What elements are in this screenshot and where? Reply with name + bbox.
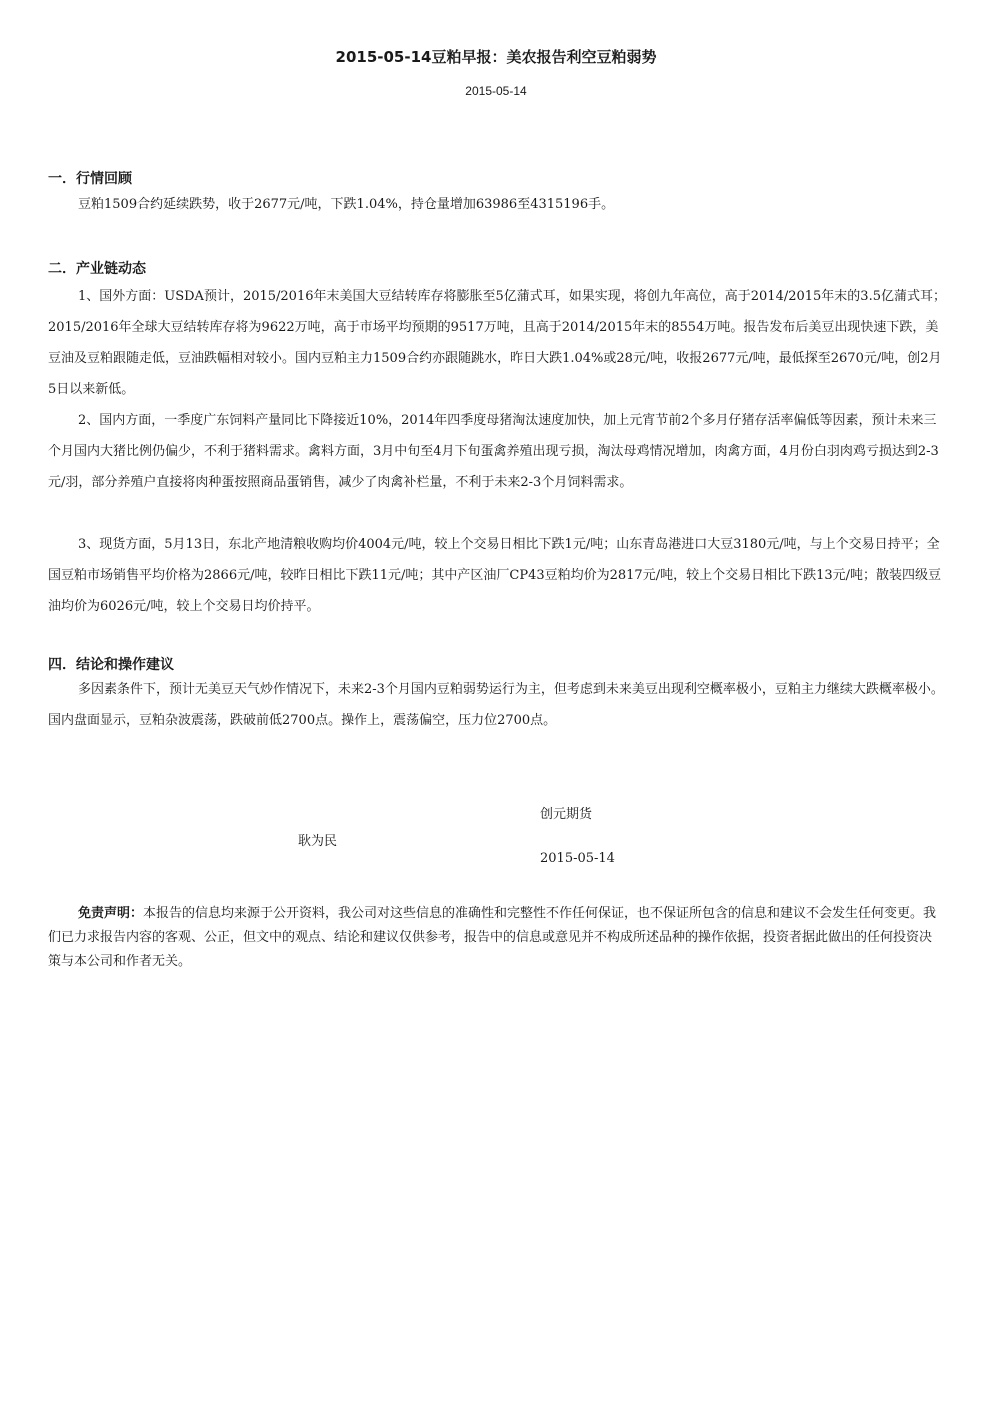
disclaimer [48,902,944,974]
section-heading-industry-chain: 二．产业链动态 [48,261,146,277]
signature-date: 2015-05-14 [540,851,615,866]
conclusion-paragraph: 多因素条件下，预计无美豆天气炒作情况下，未来2-3个月国内豆粕弱势运行为主，但考虑到未来美豆出现利空概率极小，豆粕主力继续大跌概率极小。国内盘面显示，豆粕杂波震荡，跌破前低2700点。操作上，震荡偏空，压力位2700点。 [48,682,944,728]
report-title: 2015-05-14豆粕早报：美农报告利空豆粕弱势 [335,48,657,66]
industry-chain-paragraph-overseas: 1、国外方面：USDA预计，2015/2016年末美国大豆结转库存将膨胀至5亿蒲式耳，如果实现，将创九年高位，高于2014/2015年末的3.5亿蒲式耳；2015/2016年全球大豆结转库存将为9622万吨，高于市场平均预期的9517万吨，且高于2014/2015年末的8554万吨。报告发布后美豆出现快速下跌，美豆油及豆粕跟随走低，豆油跌幅相对较小。国内豆粕主力1509合约亦跟随跳水，昨日大跌1.04%或28元/吨，收报2677元/吨，最低探至2670元/吨，创2月5日以来新低。 [48,289,946,397]
section-heading-market-review: 一．行情回顾 [48,171,132,187]
industry-chain-paragraph-spot: 3、现货方面，5月13日，东北产地清粮收购均价4004元/吨，较上个交易日相比下跌1元/吨；山东青岛港进口大豆3180元/吨，与上个交易日持平；全国豆粕市场销售平均价格为2866元/吨，较昨日相比下跌11元/吨；其中产区油厂CP43豆粕均价为2817元/吨，较上个交易日相比下跌13元/吨；散装四级豆油均价为6026元/吨，较上个交易日均价持平。 [48,537,942,614]
section-heading-conclusion: 四．结论和操作建议 [48,657,174,673]
signature-company: 创元期货 [540,807,593,822]
industry-chain-paragraph-domestic: 2、国内方面，一季度广东饲料产量同比下降接近10%，2014年四季度母猪淘汰速度加快，加上元宵节前2个多月仔猪存活率偏低等因素，预计未来三个月国内大猪比例仍偏少，不利于猪料需求。禽料方面，3月中旬至4月下旬蛋禽养殖出现亏损，淘汰母鸡情况增加，肉禽方面，4月份白羽肉鸡亏损达到2-3元/羽，部分养殖户直接将肉种蛋按照商品蛋销售，减少了肉禽补栏量，不利于未来2-3个月饲料需求。 [48,413,939,490]
signature-author: 耿为民 [298,834,338,849]
disclaimer-label: 免责声明： [78,906,144,921]
report-date: 2015-05-14 [465,84,527,98]
market-review-paragraph: 豆粕1509合约延续跌势，收于2677元/吨，下跌1.04%，持仓量增加63986至4315196手。 [78,197,615,212]
disclaimer-text: 本报告的信息均来源于公开资料，我公司对这些信息的准确性和完整性不作任何保证，也不保证所包含的信息和建议不会发生任何变更。我们已力求报告内容的客观、公正，但文中的观点、结论和建议仅供参考，报告中的信息或意见并不构成所述品种的操作依据，投资者据此做出的任何投资决策与本公司和作者无关。 [48,906,937,969]
